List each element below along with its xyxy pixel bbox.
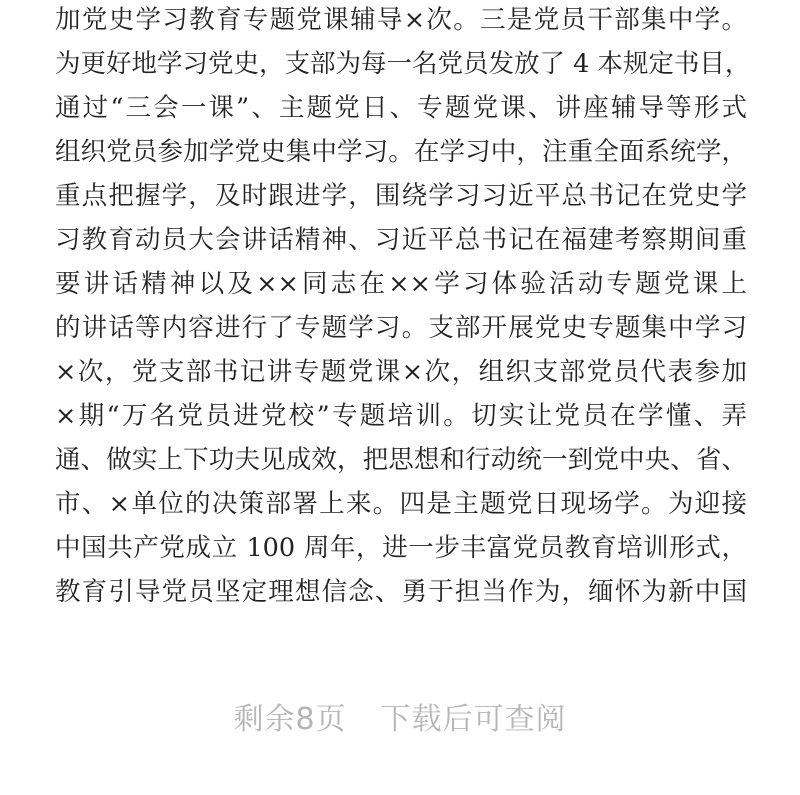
text-line: 重点把握学，及时跟进学，围绕学习习近平总书记在党史学 <box>55 181 747 211</box>
download-prompt-label[interactable]: 下载后可查阅 <box>380 702 567 737</box>
text-line: 通、做实上下功夫见成效，把思想和行动统一到党中央、省、 <box>55 445 747 475</box>
text-line: 的讲话等内容进行了专题学习。支部开展党史专题集中学习 <box>55 313 747 343</box>
text-line: 习教育动员大会讲话精神、习近平总书记在福建考察期间重 <box>55 225 747 255</box>
text-line: 加党史学习教育专题党课辅导×次。三是党员干部集中学。 <box>55 5 747 35</box>
text-line: 通过“三会一课”、主题党日、专题党课、讲座辅导等形式 <box>55 93 747 123</box>
text-line: 教育引导党员坚定理想信念、勇于担当作为，缅怀为新中国 <box>55 577 747 607</box>
remaining-pages-label: 剩余8页 <box>233 702 347 737</box>
text-line: ×次，党支部书记讲专题党课×次，组织支部党员代表参加 <box>55 357 747 387</box>
text-line: 要讲话精神以及××同志在××学习体验活动专题党课上 <box>55 269 747 299</box>
text-line: 市、×单位的决策部署上来。四是主题党日现场学。为迎接 <box>55 489 747 519</box>
text-line: ×期“万名党员进党校”专题培训。切实让党员在学懂、弄 <box>55 401 747 431</box>
text-line: 中国共产党成立 100 周年，进一步丰富党员教育培训形式， <box>55 533 747 563</box>
text-line: 为更好地学习党史，支部为每一名党员发放了 4 本规定书目， <box>55 49 751 79</box>
download-more-banner[interactable] <box>0 695 800 745</box>
text-line: 组织党员参加学党史集中学习。在学习中，注重全面系统学， <box>55 137 747 167</box>
